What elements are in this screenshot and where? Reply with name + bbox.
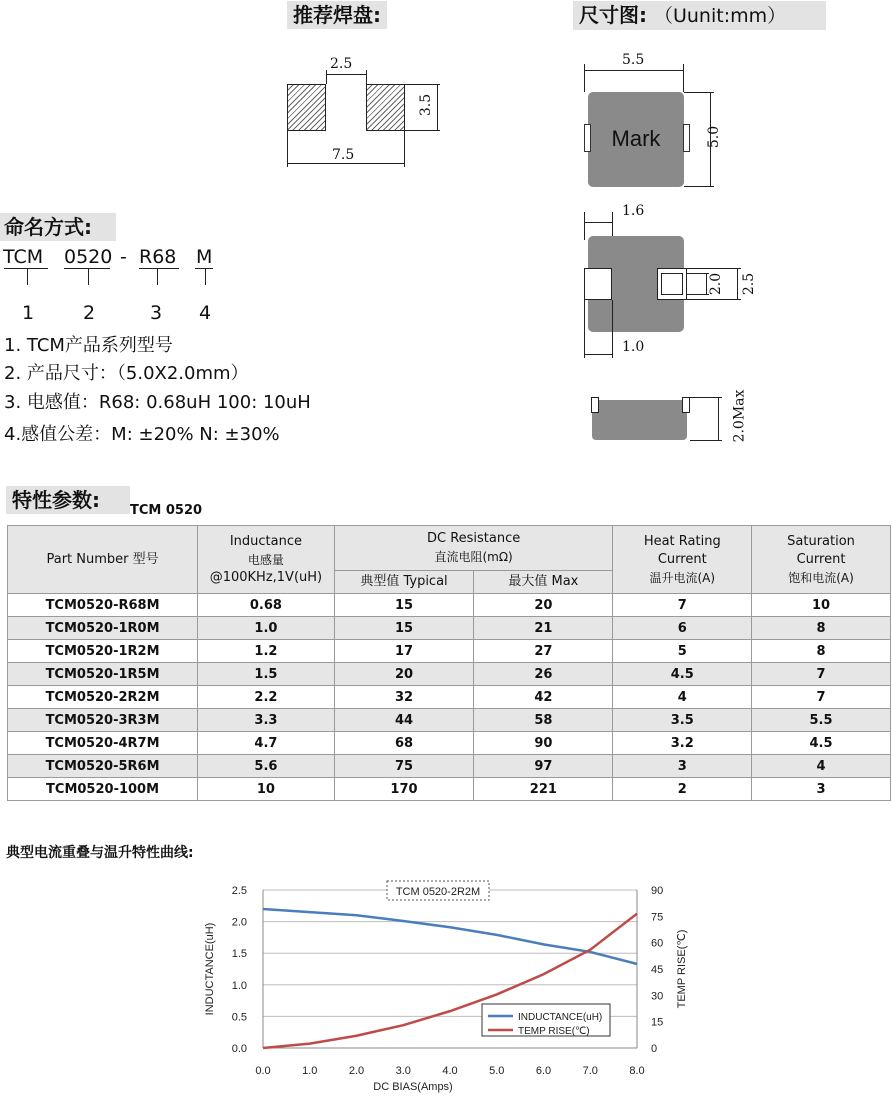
cell-dcr-max: 58: [474, 709, 613, 732]
table-row: [8, 686, 891, 709]
table-row: [8, 617, 891, 640]
cell-dcr-max: 90: [474, 732, 613, 755]
cell-sat-current: 7: [752, 663, 891, 686]
cell-part-number: TCM0520-100M: [8, 778, 198, 801]
right-pad: [366, 84, 405, 131]
naming-number-2: 2: [83, 302, 96, 324]
table-row: [8, 594, 891, 617]
y2-tick-label: 0: [651, 1043, 658, 1055]
x-tick-label: 5.0: [489, 1065, 505, 1077]
header-inductance-cn: 电感量: [247, 552, 284, 567]
specs-title: 特性参数:: [6, 486, 130, 514]
table-row: [8, 709, 891, 732]
cell-heat-current: 6: [613, 617, 752, 640]
dimensions-title: [573, 1, 826, 30]
x-axis-label: DC BIAS(Amps): [373, 1081, 453, 1093]
cell-dcr-max: 26: [474, 663, 613, 686]
y-tick-label: 0.0: [231, 1043, 247, 1055]
header-heat-en2: Current: [657, 551, 707, 567]
header-sat-en1: Saturation: [787, 533, 855, 549]
naming-part-dash: -: [120, 246, 127, 268]
cell-sat-current: 3: [752, 778, 891, 801]
header-dcr-max: 最大值 Max: [474, 571, 613, 594]
series-label: TCM 0520: [130, 503, 203, 518]
cell-dcr-max: 97: [474, 755, 613, 778]
x-tick-label: 1.0: [302, 1065, 318, 1077]
top-height-dimension: 5.0: [706, 125, 723, 149]
y2-axis-label: TEMP RISE(℃): [676, 929, 688, 1009]
unit-label: （Uunit:mm）: [653, 5, 787, 27]
y2-tick-label: 60: [651, 937, 664, 950]
y2-tick-label: 30: [651, 990, 664, 1003]
x-tick-label: 2.0: [348, 1065, 365, 1077]
naming-number-1: 1: [22, 302, 35, 324]
y-tick-label: 1.5: [231, 948, 247, 961]
cell-heat-current: 5: [613, 640, 752, 663]
naming-title: 命名方式:: [0, 213, 116, 241]
cell-dcr-typ: 75: [334, 755, 474, 778]
y2-tick-label: 75: [651, 911, 664, 924]
cell-inductance: 10: [198, 778, 335, 801]
cell-heat-current: 7: [613, 594, 752, 617]
cell-inductance: 1.5: [198, 663, 335, 686]
curve-title: 典型电流重叠与温升特性曲线:: [6, 845, 194, 861]
header-inductance-en: Inductance: [229, 533, 303, 549]
cell-inductance: 5.6: [198, 755, 335, 778]
naming-part-series: TCM: [3, 246, 44, 268]
gap-dimension: 2.5: [330, 56, 353, 72]
cell-dcr-typ: 15: [334, 594, 474, 617]
header-dcr-cn: 直流电阻(mΩ): [434, 550, 513, 564]
header-sat-en2: Current: [796, 551, 846, 567]
cell-part-number: TCM0520-4R7M: [8, 732, 198, 755]
x-tick-label: 8.0: [629, 1065, 645, 1077]
header-inductance-cond: @100KHz,1V(uH): [209, 569, 323, 585]
cell-heat-current: 3.2: [613, 732, 752, 755]
spec-table: [7, 525, 891, 801]
header-dcr-en: DC Resistance: [426, 531, 521, 546]
mark-text: Mark: [611, 126, 661, 151]
legend-inductance-label: INDUCTANCE(uH): [518, 1012, 603, 1023]
land-pattern-title: 推荐焊盘:: [287, 1, 387, 29]
header-inductance: [198, 526, 335, 594]
cell-dcr-typ: 44: [334, 709, 474, 732]
cell-part-number: TCM0520-1R2M: [8, 640, 198, 663]
cell-part-number: TCM0520-1R0M: [8, 617, 198, 640]
cell-part-number: TCM0520-5R6M: [8, 755, 198, 778]
naming-description-4: 4.感值公差：M: ±20% N: ±30%: [4, 424, 280, 445]
cell-sat-current: 10: [752, 594, 891, 617]
side-top-dimension: 1.6: [622, 203, 645, 219]
cell-dcr-typ: 15: [334, 617, 474, 640]
cell-dcr-max: 21: [474, 617, 613, 640]
cell-inductance: 4.7: [198, 732, 335, 755]
cell-inductance: 1.2: [198, 640, 335, 663]
y-tick-label: 2.5: [231, 885, 247, 897]
cell-inductance: 0.68: [198, 594, 335, 617]
table-row: [8, 778, 891, 801]
cell-dcr-typ: 32: [334, 686, 474, 709]
cell-heat-current: 2: [613, 778, 752, 801]
x-tick-label: 4.0: [442, 1065, 458, 1077]
total-width-dimension: 7.5: [332, 147, 355, 163]
naming-number-4: 4: [199, 302, 212, 324]
cell-sat-current: 4.5: [752, 732, 891, 755]
side-outer-dimension: 2.5: [741, 272, 758, 296]
legend-temp-label: TEMP RISE(℃): [518, 1026, 590, 1037]
table-row: [8, 663, 891, 686]
header-saturation: [752, 526, 891, 594]
header-sat-cn: 饱和电流(A): [788, 570, 854, 585]
left-pad: [287, 84, 326, 131]
cell-sat-current: 7: [752, 686, 891, 709]
cell-heat-current: 3.5: [613, 709, 752, 732]
cell-inductance: 3.3: [198, 709, 335, 732]
cell-dcr-max: 42: [474, 686, 613, 709]
y2-tick-label: 15: [651, 1016, 664, 1029]
cell-inductance: 1.0: [198, 617, 335, 640]
cell-part-number: TCM0520-3R3M: [8, 709, 198, 732]
x-tick-label: 3.0: [395, 1065, 411, 1077]
table-row: [8, 755, 891, 778]
naming-description-2: 2. 产品尺寸：（5.0X2.0mm）: [4, 363, 249, 384]
top-width-dimension: 5.5: [622, 52, 645, 68]
cell-sat-current: 8: [752, 640, 891, 663]
y-axis-label: INDUCTANCE(uH): [204, 922, 216, 1016]
side-inner-dimension: 2.0: [708, 272, 725, 296]
cell-dcr-typ: 17: [334, 640, 474, 663]
y2-tick-label: 45: [651, 964, 664, 976]
y-tick-label: 2.0: [231, 916, 247, 929]
cell-sat-current: 4: [752, 755, 891, 778]
table-row: [8, 640, 891, 663]
cell-heat-current: 3: [613, 755, 752, 778]
chart-title: TCM 0520-2R2M: [395, 886, 481, 898]
header-heat: [613, 526, 752, 594]
cell-dcr-max: 27: [474, 640, 613, 663]
cell-heat-current: 4.5: [613, 663, 752, 686]
naming-number-3: 3: [150, 302, 163, 324]
naming-part-tolerance: M: [196, 246, 213, 268]
y-tick-label: 1.0: [231, 979, 247, 992]
cell-dcr-typ: 170: [334, 778, 474, 801]
y2-tick-label: 90: [651, 885, 664, 897]
header-dcr: [334, 526, 613, 571]
header-heat-cn: 温升电流(A): [649, 570, 716, 585]
side-bottom-dimension: 1.0: [622, 339, 645, 355]
table-row: [8, 732, 891, 755]
header-dcr-typ: 典型值 Typical: [334, 571, 474, 594]
dimensions-label: 尺寸图:: [579, 3, 647, 27]
bias-temperature-chart: [195, 878, 715, 1098]
naming-part-size: 0520: [64, 246, 113, 268]
header-part-number: Part Number 型号: [8, 526, 198, 594]
cell-dcr-max: 221: [474, 778, 613, 801]
x-tick-label: 0.0: [255, 1065, 271, 1077]
cell-part-number: TCM0520-2R2M: [8, 686, 198, 709]
cell-part-number: TCM0520-R68M: [8, 594, 198, 617]
x-tick-label: 6.0: [535, 1065, 552, 1077]
naming-part-inductance: R68: [139, 246, 177, 268]
cell-part-number: TCM0520-1R5M: [8, 663, 198, 686]
naming-description-3: 3. 电感值：R68: 0.68uH 100: 10uH: [4, 392, 311, 413]
cell-dcr-typ: 20: [334, 663, 474, 686]
cell-inductance: 2.2: [198, 686, 335, 709]
header-heat-en1: Heat Rating: [643, 533, 721, 549]
cell-sat-current: 5.5: [752, 709, 891, 732]
cell-dcr-max: 20: [474, 594, 613, 617]
cell-dcr-typ: 68: [334, 732, 474, 755]
x-tick-label: 7.0: [582, 1065, 598, 1077]
cell-heat-current: 4: [613, 686, 752, 709]
profile-height-dimension: 2.0Max: [731, 389, 748, 443]
pad-height-dimension: 3.5: [418, 93, 435, 117]
cell-sat-current: 8: [752, 617, 891, 640]
component-profile: [592, 400, 687, 440]
y-tick-label: 0.5: [231, 1011, 247, 1024]
naming-description-1: 1. TCM产品系列型号: [4, 335, 173, 356]
